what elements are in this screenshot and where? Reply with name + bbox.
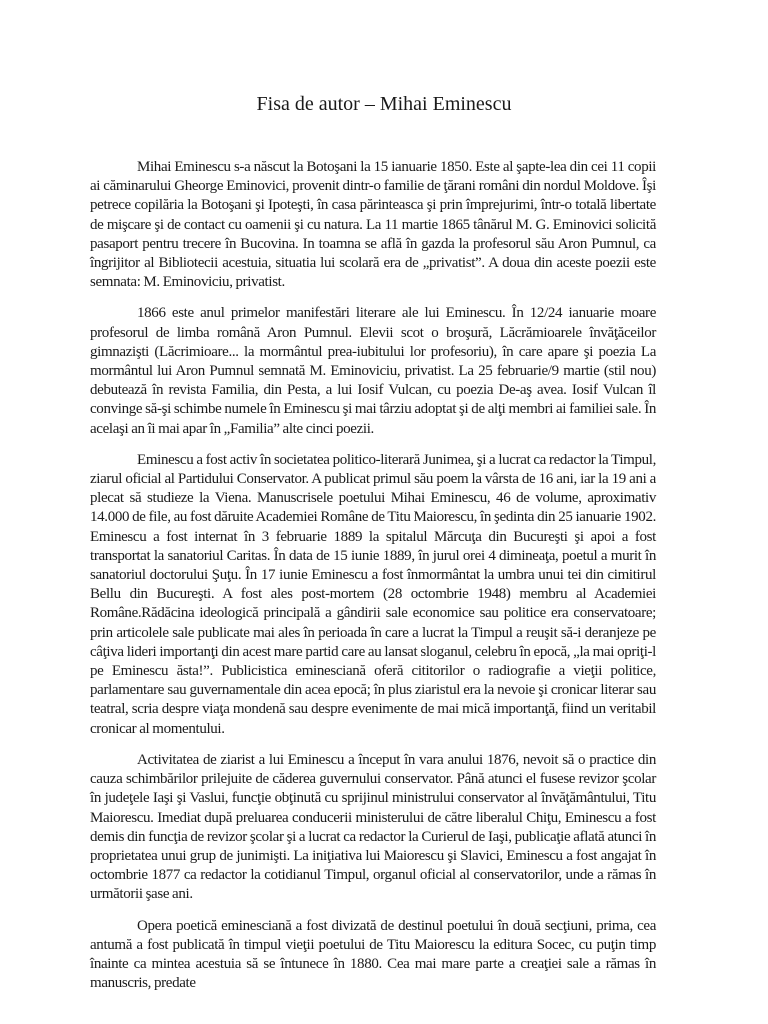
paragraph-journalism: Activitatea de ziarist a lui Eminescu a început în vara anului 1876, nevoit să o practice din cauza schimbărilor prilejuite de căderea guvernului conservator. Până atunci el fusese revizor şcolar în judeţele Iaşi şi Vaslui, funcţie obţinută cu sprijinul ministrului conservator al învăţământului, Titu Maiorescu. Imediat după preluarea conducerii ministerului de către liberalul Chiţu, Eminescu a fost demis din funcţia de revizor şcolar şi a lucrat ca redactor la Curierul de Iaşi, publicaţie aflată atunci în proprietatea unui grup de junimişti. La iniţiativa lui Maiorescu şi Slavici, Eminescu a fost angajat în octombrie 1877 ca redactor la cotidianul Timpul, organul oficial al conservatorilor, unde a rămas în următorii şase ani.: [90, 751, 656, 903]
paragraph-birth: Mihai Eminescu s-a născut la Botoşani la 15 ianuarie 1850. Este al şapte-lea din cei 11 copii ai căminarului Gheorge Eminovici, provenit dintr-o familie de ţărani români din nordul Moldove. Îşi petrece copilăria la Botoşani şi Ipoteşti, în casa părinteasca şi prin împrejurimi, într-o totală libertate de mişcare şi de contact cu oamenii şi cu natura. La 11 martie 1865 tânărul M. G. Eminovici solicită pasaport pentru trecere în Bucovina. In toamna se află în gazda la profesorul său Aron Pumnul, ca îngrijitor al Bibliotecii acestuia, situatia lui scolară era de „privatist”. A doua din aceste poezii este semnata: M. Eminoviciu, privatist.: [90, 159, 656, 291]
paragraph-poetic-work: Opera poetică eminesciană a fost divizată de destinul poetului în două secţiuni, prima, cea antumă a fost publicată în timpul vieţii poetului de Titu Maiorescu la editura Socec, cu puţin timp înainte ca mintea acestuia să se întunece în 1880. Cea mai mare parte a creaţiei sale a rămas în manuscris, predate: [90, 917, 656, 992]
document-body: [90, 158, 656, 1005]
paragraph-debut: 1866 este anul primelor manifestări literare ale lui Eminescu. În 12/24 ianuarie moare profesorul de limba română Aron Pumnul. Elevii scot o broşură, Lăcrămioarele învăţăceilor gimnazişti (Lăcrimioare... la mormântul prea-iubitului lor profesoriu), în care apare şi poezia La mormântul lui Aron Pumnul semnată M. Eminoviciu, privatist. La 25 februarie/9 martie (stil nou) debutează în revista Familia, din Pesta, a lui Iosif Vulcan, cu poezia De-aş avea. Iosif Vulcan îl convinge să-şi schimbe numele în Eminescu şi mai târziu adoptat şi de alţi membri ai familiei sale. În acelaşi an îi mai apar în „Familia” alte cinci poezii.: [90, 305, 656, 437]
page-title: Fisa de autor – Mihai Eminescu: [256, 93, 512, 115]
paragraph-junimea: Eminescu a fost activ în societatea politico-literară Junimea, şi a lucrat ca redactor la Timpul, ziarul oficial al Partidului Conservator. A publicat primul său poem la vârsta de 16 ani, iar la 19 ani a plecat să studieze la Viena. Manuscrisele poetului Mihai Eminescu, 46 de volume, aproximativ 14.000 de file, au fost dăruite Academiei Române de Titu Maiorescu, în şedinta din 25 ianuarie 1902. Eminescu a fost internat în 3 februarie 1889 la spitalul Mărcuţa din Bucureşti şi apoi a fost transportat la sanatoriul Caritas. În data de 15 iunie 1889, în jurul orei 4 dimineaţa, poetul a murit în sanatoriul doctorului Şuţu. În 17 iunie Eminescu a fost înmormântat la umbra unui tei din cimitirul Bellu din Bucureşti. A fost ales post-mortem (28 octombrie 1948) membru al Academiei Române.Rădăcina ideologică principală a gândirii sale economice sau politice era conservatoare; prin articolele sale publicate mai ales în perioada în care a lucrat la Timpul a reuşit să-i deranjeze pe câţiva lideri importanţi din acest mare partid care au lansat sloganul, celebru în epocă, „la mai opriţi-l pe Eminescu ăsta!”. Publicistica eminesciană oferă cititorilor o radiografie a vieţii politice, parlamentare sau guvernamentale din acea epocă; în plus ziaristul era la nevoie şi cronicar literar sau teatral, scria despre viaţa mondenă sau despre evenimente de mai mică importanţă, fiind un veritabil cronicar al momentului.: [90, 451, 656, 737]
